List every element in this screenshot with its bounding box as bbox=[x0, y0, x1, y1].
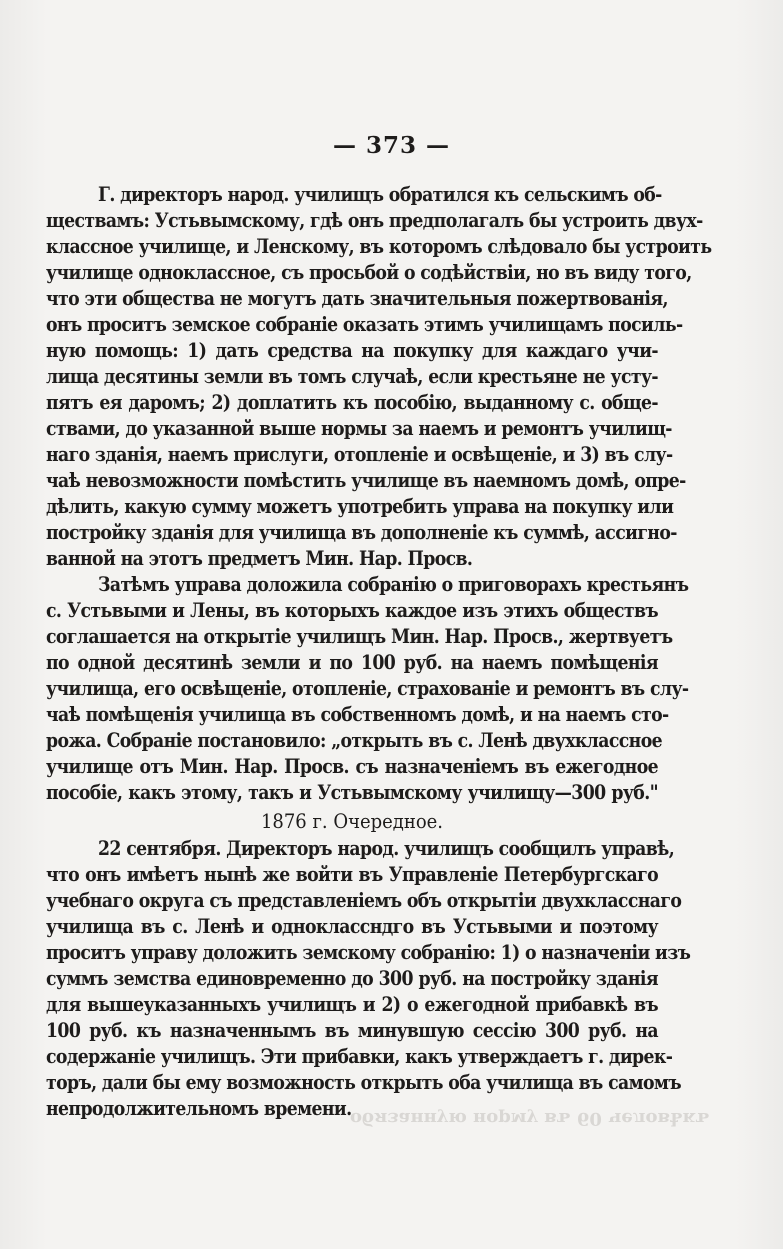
text-line: классное училище, и Ленскому, въ которомъ слѣдовало бы устроить bbox=[46, 235, 712, 258]
text-line: ствами, до указанной выше нормы за наемъ и ремонтъ училищ- bbox=[46, 417, 672, 440]
text-line: торъ, дали бы ему возможность открыть оба училища въ самомъ bbox=[46, 1071, 681, 1094]
text-line: Затѣмъ управа доложила собранію о приговорахъ крестьянъ bbox=[98, 573, 689, 596]
paragraph-2 bbox=[46, 572, 689, 806]
text-line: 100 руб. къ назначеннымъ въ минувшую сессію 300 руб. на bbox=[46, 1019, 658, 1042]
text-line: рожа. Собраніе постановило: „открыть въ с. Ленѣ двухклассное bbox=[46, 729, 663, 752]
bleed-through-text: обязанную норму въ 60 человѣкъ bbox=[350, 1108, 710, 1129]
text-line: училище одноклассное, съ просьбой о содѣйствіи, но въ виду того, bbox=[46, 261, 692, 284]
section-heading: 1876 г. Очередное. bbox=[260, 809, 444, 833]
text-line: по одной десятинѣ земли и по 100 руб. на наемъ помѣщенія bbox=[46, 651, 658, 674]
text-line: с. Устьвыми и Лены, въ которыхъ каждое изъ этихъ обществъ bbox=[46, 599, 658, 622]
paragraph-3 bbox=[46, 836, 691, 1122]
text-line: училище отъ Мин. Нар. Просв. съ назначеніемъ въ ежегодное bbox=[46, 755, 658, 778]
text-line: училища въ с. Ленѣ и одноклассндго въ Устьвыми и поэтому bbox=[46, 915, 658, 938]
text-line: что онъ имѣетъ нынѣ же войти въ Управленіе Петербургскаго bbox=[46, 863, 658, 886]
text-line: учебнаго округа съ представленіемъ объ открытіи двухкласснаго bbox=[46, 889, 682, 912]
text-line: наго зданія, наемъ прислуги, отопленіе и освѣщеніе, и 3) въ слу- bbox=[46, 443, 673, 466]
text-line: что эти общества не могутъ дать значительныя пожертвованія, bbox=[46, 287, 668, 310]
text-line: чаѣ невозможности помѣстить училище въ наемномъ домѣ, опре- bbox=[46, 469, 686, 492]
text-line: онъ проситъ земское собраніе оказать этимъ училищамъ посиль- bbox=[46, 313, 683, 336]
text-line: Г. директоръ народ. училищъ обратился къ сельскимъ об- bbox=[98, 183, 662, 206]
text-line: лища десятины земли въ томъ случаѣ, если крестьяне не усту- bbox=[46, 365, 658, 388]
text-line: училища, его освѣщеніе, отопленіе, страхованіе и ремонтъ въ слу- bbox=[46, 677, 689, 700]
body-text bbox=[46, 182, 712, 1122]
text-line: проситъ управу доложить земскому собранію: 1) о назначеніи изъ bbox=[46, 941, 691, 964]
text-line: постройку зданія для училища въ дополненіе къ суммѣ, ассигно- bbox=[46, 521, 677, 544]
text-line: для вышеуказанныхъ училищъ и 2) о ежегодной прибавкѣ въ bbox=[46, 993, 658, 1016]
text-line: суммъ земства единовременно до 300 руб. на постройку зданія bbox=[46, 967, 658, 990]
text-line: ную помощь: 1) дать средства на покупку для каждаго учи- bbox=[46, 339, 658, 362]
text-line: ванной на этотъ предметъ Мин. Нар. Просв. bbox=[46, 547, 473, 570]
paragraph-1 bbox=[46, 182, 712, 572]
text-line: ществамъ: Устьвымскому, гдѣ онъ предполагалъ бы устроить двух- bbox=[46, 209, 703, 232]
text-line: содержаніе училищъ. Эти прибавки, какъ утверждаетъ г. дирек- bbox=[46, 1045, 673, 1068]
text-line: соглашается на открытіе училищъ Мин. Нар. Просв., жертвуетъ bbox=[46, 625, 673, 648]
text-line: 22 сентября. Директоръ народ. училищъ сообщилъ управѣ, bbox=[98, 837, 675, 860]
text-line: пособіе, какъ этому, такъ и Устьвымскому училищу—300 руб." bbox=[46, 781, 658, 804]
text-line: непродолжительномъ времени. bbox=[46, 1097, 352, 1120]
page-number: — 373 — bbox=[332, 132, 451, 159]
text-line: чаѣ помѣщенія училища въ собственномъ домѣ, и на наемъ сто- bbox=[46, 703, 669, 726]
text-line: дѣлить, какую сумму можетъ употребить управа на покупку или bbox=[46, 495, 674, 518]
text-line: пятъ ея даромъ; 2) доплатить къ пособію, выданному с. обще- bbox=[46, 391, 658, 414]
